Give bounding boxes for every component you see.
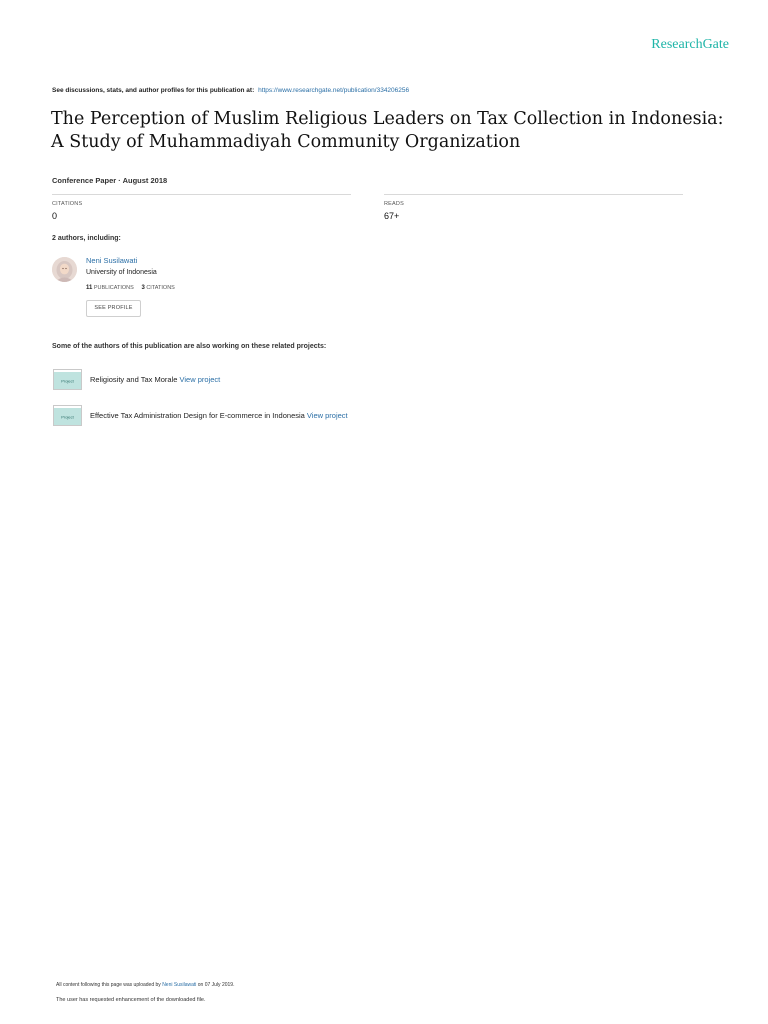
paper-title: The Perception of Muslim Religious Leaders on Tax Collection in Indonesia: A Study of Muhammadiyah Community Organization bbox=[51, 109, 724, 152]
upload-notice bbox=[56, 982, 234, 988]
author-citations-label: CITATIONS bbox=[146, 285, 175, 291]
project-title: Religiosity and Tax Morale bbox=[90, 375, 178, 384]
upload-notice-prefix: All content following this page was uploaded by bbox=[56, 982, 161, 988]
upload-notice-suffix: on 07 July 2019. bbox=[197, 982, 235, 988]
citations-label: CITATIONS bbox=[52, 201, 83, 207]
related-projects-heading: Some of the authors of this publication are also working on these related projects: bbox=[52, 343, 327, 350]
see-profile-button[interactable]: SEE PROFILE bbox=[86, 300, 141, 317]
author-citations-count: 3 bbox=[141, 285, 145, 291]
folder-icon bbox=[53, 405, 82, 426]
author-avatar[interactable] bbox=[52, 257, 77, 282]
author-name-link[interactable]: Neni Susilawati bbox=[86, 256, 138, 265]
view-project-link[interactable]: View project bbox=[179, 375, 221, 384]
author-institution: University of Indonesia bbox=[86, 269, 157, 276]
author-publications-label: PUBLICATIONS bbox=[93, 285, 134, 291]
reads-value: 67+ bbox=[384, 211, 400, 221]
citations-divider bbox=[52, 194, 351, 195]
view-project-link[interactable]: View project bbox=[306, 411, 348, 420]
project-icon-label: Project bbox=[61, 414, 74, 420]
author-photo-icon bbox=[52, 257, 77, 282]
reads-label: READS bbox=[384, 201, 404, 207]
author-stats bbox=[86, 285, 175, 291]
project-title: Effective Tax Administration Design for E-commerce in Indonesia bbox=[90, 411, 305, 420]
project-icon bbox=[53, 405, 82, 426]
project-item-2 bbox=[90, 411, 348, 420]
enhancement-notice: The user has requested enhancement of the downloaded file. bbox=[56, 997, 206, 1003]
project-item-1 bbox=[90, 375, 220, 384]
uploader-link[interactable]: Neni Susilawati bbox=[162, 982, 197, 988]
citations-value: 0 bbox=[52, 211, 58, 221]
folder-icon bbox=[53, 369, 82, 390]
discussion-notice bbox=[52, 87, 409, 94]
paper-meta: Conference Paper · August 2018 bbox=[52, 176, 168, 185]
researchgate-logo[interactable]: ResearchGate bbox=[651, 37, 729, 52]
publication-link[interactable]: https://www.researchgate.net/publication/334206256 bbox=[258, 87, 410, 94]
project-icon bbox=[53, 369, 82, 390]
project-icon-label: Project bbox=[61, 378, 74, 384]
author-publications-count: 11 bbox=[86, 285, 93, 291]
authors-heading: 2 authors, including: bbox=[52, 235, 121, 242]
reads-divider bbox=[384, 194, 683, 195]
discussion-notice-text: See discussions, stats, and author profiles for this publication at: bbox=[52, 87, 255, 94]
